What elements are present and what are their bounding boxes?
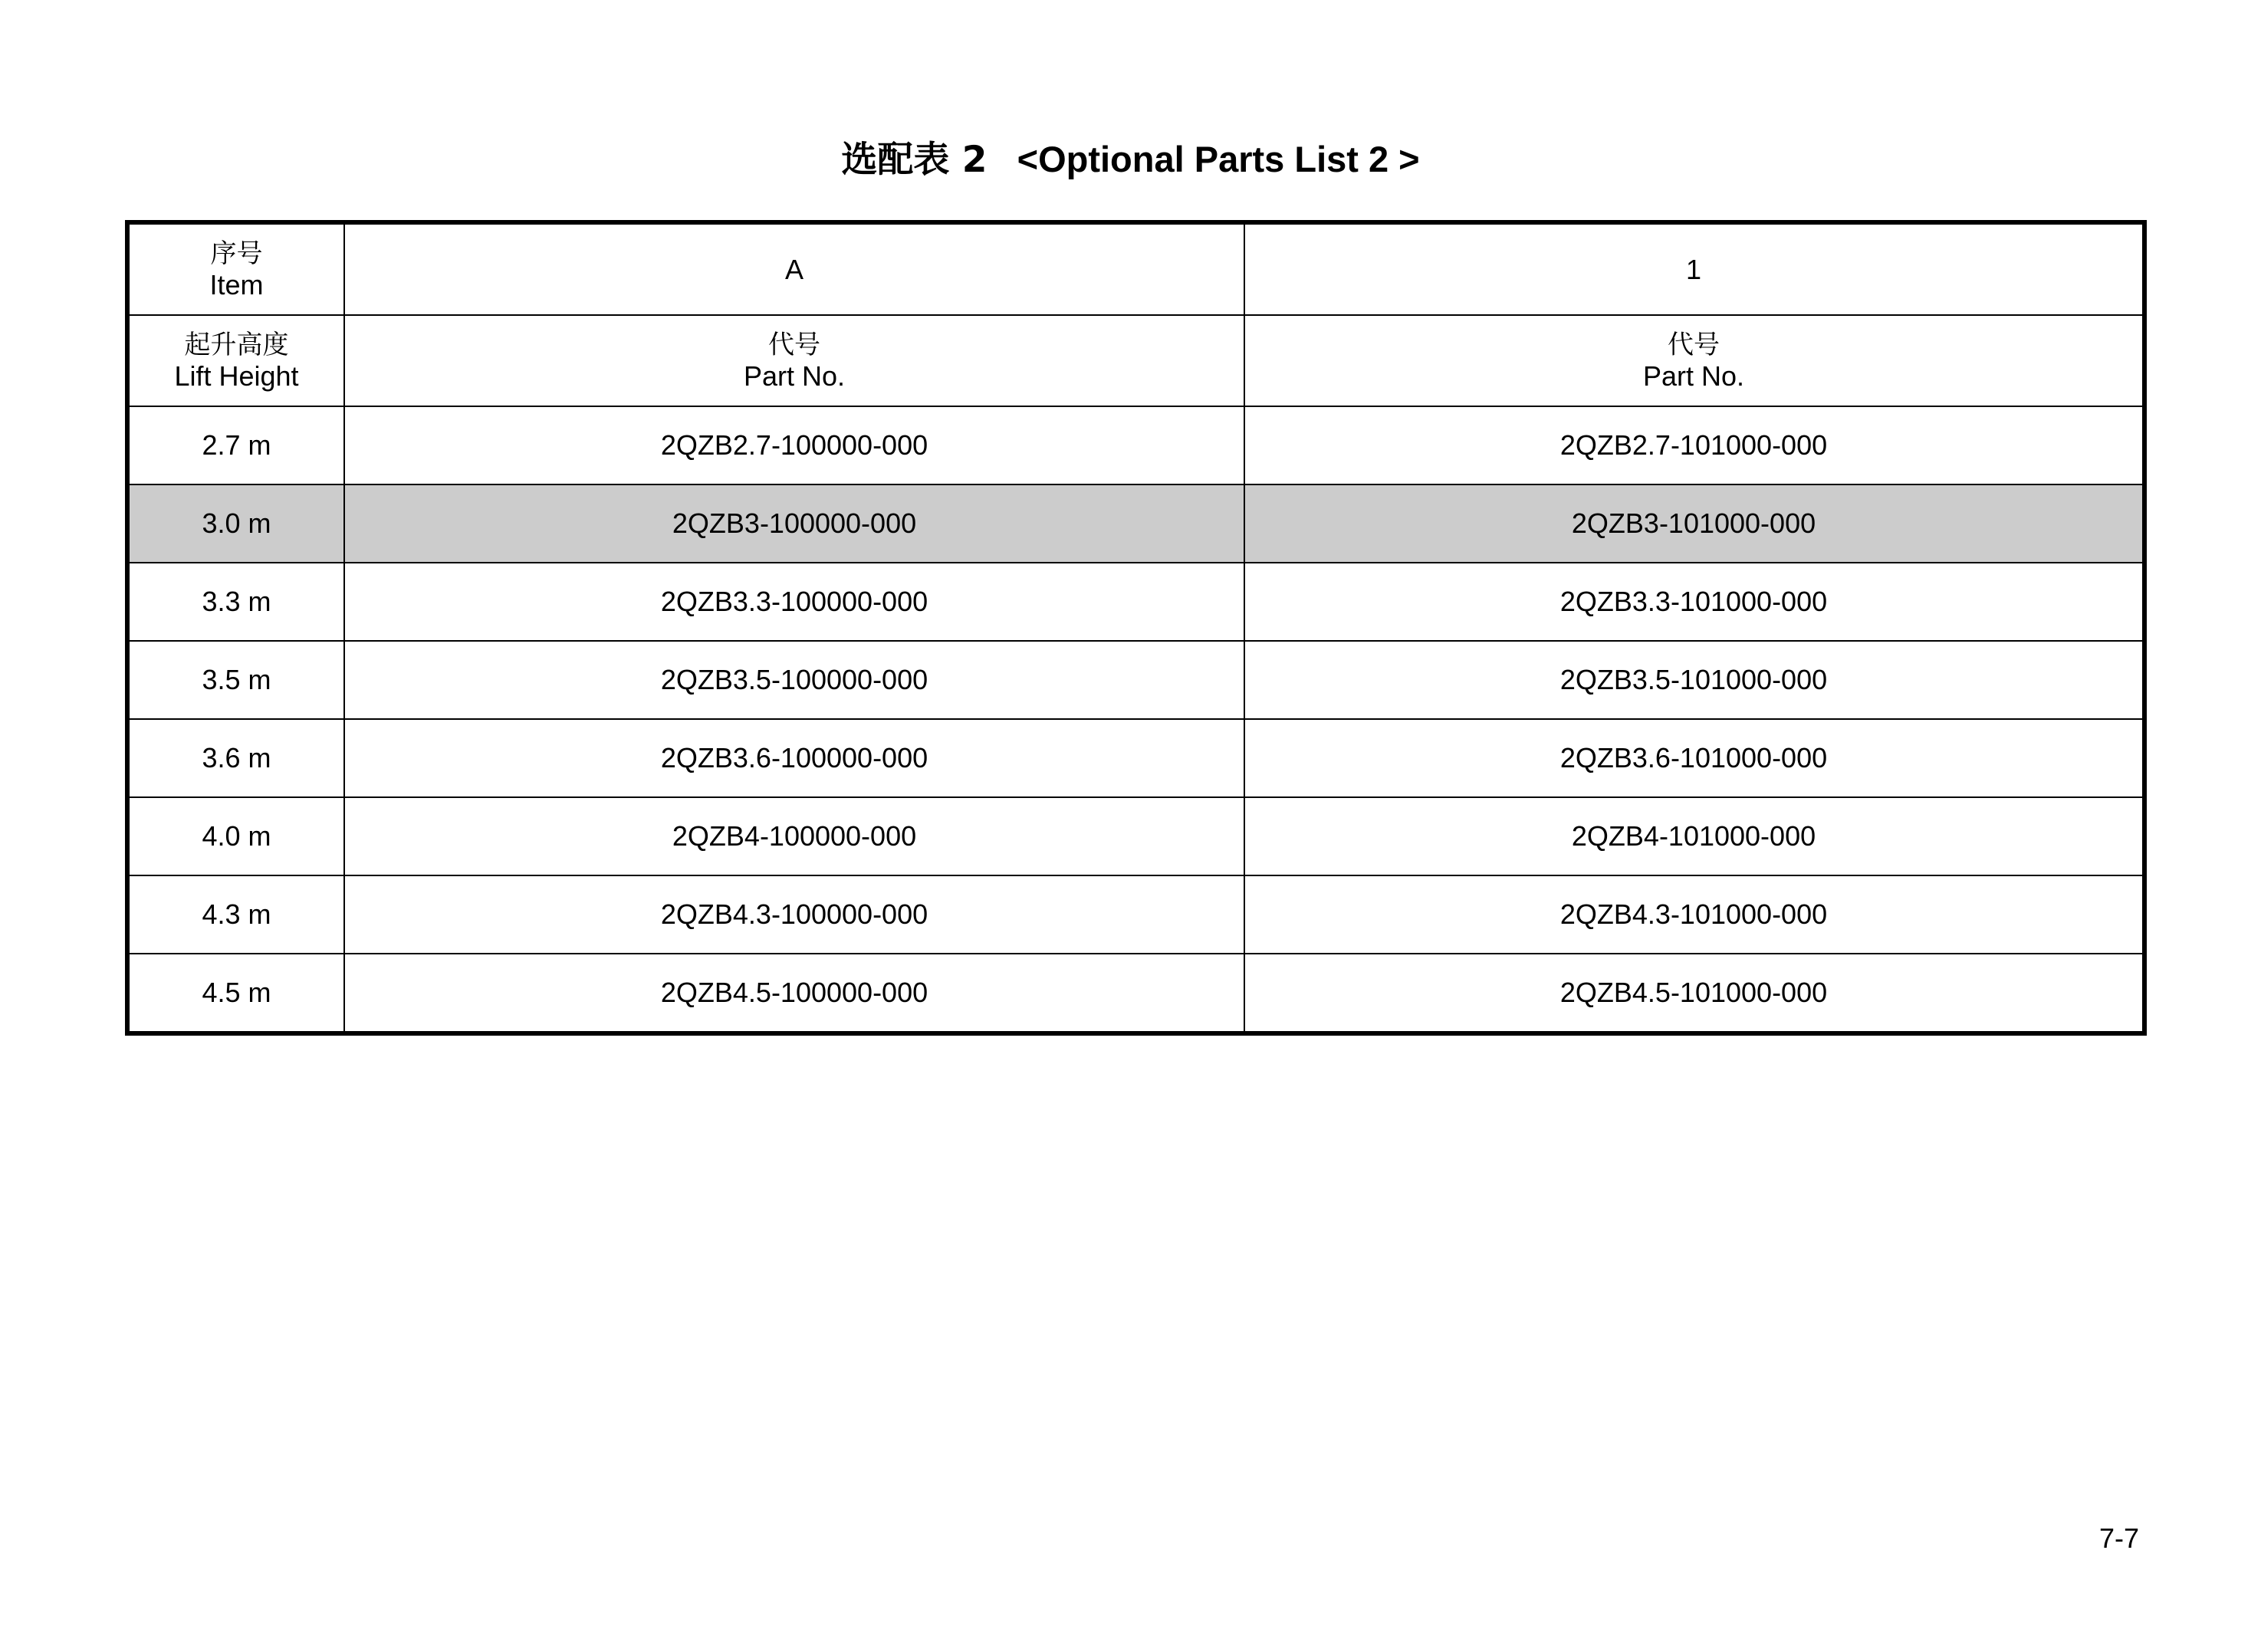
table-row [127,719,2144,797]
lift-height-header-cell [127,315,344,406]
table-row [127,797,2144,875]
page-number: 7-7 [2098,1522,2139,1554]
table-row [127,954,2144,1033]
table-row [127,484,2144,563]
lift-height-cell: 3.6 m [127,719,344,797]
column-header-1: 1 [1244,222,2144,315]
page-title [0,135,2261,185]
part-no-cell-1: 2QZB2.7-101000-000 [1244,406,2144,484]
page-title-en: <Optional Parts List 2 > [987,139,1420,179]
part-no-cell-1: 2QZB4.3-101000-000 [1244,875,2144,954]
header-row-item [127,222,2144,315]
part-no-cell-a: 2QZB3.5-100000-000 [344,641,1244,719]
part-no-header-a [344,315,1244,406]
part-no-cell-a: 2QZB3.6-100000-000 [344,719,1244,797]
part-no-header-1 [1244,315,2144,406]
part-no-cell-a: 2QZB2.7-100000-000 [344,406,1244,484]
lift-height-header-en: Lift Height [174,360,299,392]
part-no-cell-1: 2QZB3.3-101000-000 [1244,563,2144,641]
part-no-cell-1: 2QZB4.5-101000-000 [1244,954,2144,1033]
lift-height-header-cn: 起升高度 [184,329,289,360]
part-no-cell-a: 2QZB3-100000-000 [344,484,1244,563]
part-no-cell-1: 2QZB3-101000-000 [1244,484,2144,563]
item-header-cell [127,222,344,315]
part-no-cell-a: 2QZB3.3-100000-000 [344,563,1244,641]
lift-height-cell: 3.0 m [127,484,344,563]
part-no-header-1-en: Part No. [1642,360,1745,392]
part-no-header-a-en: Part No. [743,360,846,392]
part-no-cell-1: 2QZB3.5-101000-000 [1244,641,2144,719]
item-header-cn: 序号 [210,238,263,269]
table-row [127,641,2144,719]
part-no-cell-a: 2QZB4.3-100000-000 [344,875,1244,954]
item-header-en: Item [209,268,264,301]
parts-table [125,220,2147,1036]
header-row-lift-height [127,315,2144,406]
lift-height-cell: 4.0 m [127,797,344,875]
lift-height-cell: 4.5 m [127,954,344,1033]
table-row [127,875,2144,954]
lift-height-cell: 3.5 m [127,641,344,719]
lift-height-cell: 4.3 m [127,875,344,954]
part-no-cell-1: 2QZB3.6-101000-000 [1244,719,2144,797]
part-no-header-a-cn: 代号 [768,329,820,360]
table-row [127,563,2144,641]
page-title-cn: 选配表 2 [841,139,988,181]
part-no-cell-1: 2QZB4-101000-000 [1244,797,2144,875]
part-no-cell-a: 2QZB4.5-100000-000 [344,954,1244,1033]
lift-height-cell: 2.7 m [127,406,344,484]
part-no-cell-a: 2QZB4-100000-000 [344,797,1244,875]
column-header-a: A [344,222,1244,315]
lift-height-cell: 3.3 m [127,563,344,641]
table-row [127,406,2144,484]
part-no-header-1-cn: 代号 [1668,329,1720,360]
